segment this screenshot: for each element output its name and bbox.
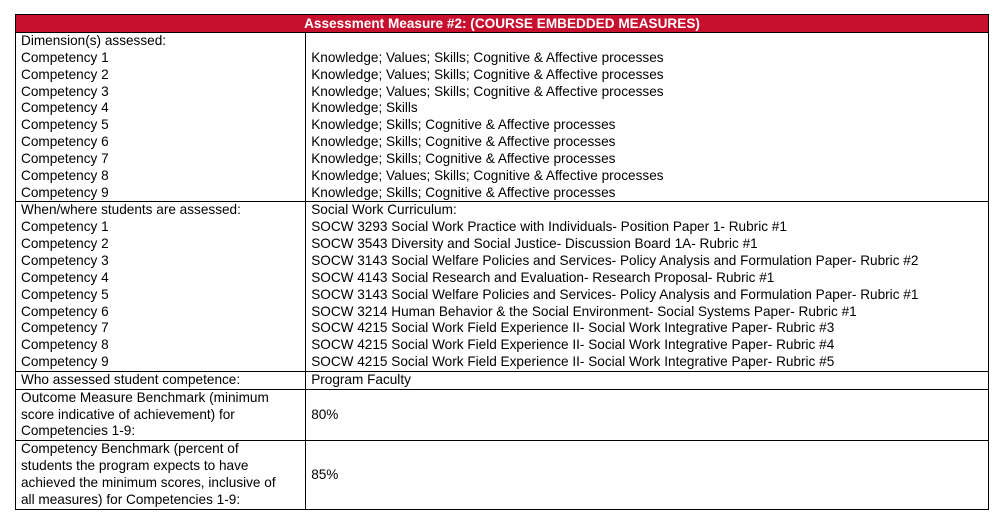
course-assignment: SOCW 4143 Social Research and Evaluation- Research Proposal- Rubric #1 (311, 269, 775, 285)
dimension-competency-label: Competency 1 (21, 49, 109, 65)
dimension-value: Knowledge; Values; Skills; Cognitive & Affective processes (311, 66, 664, 82)
dimension-value: Knowledge; Values; Skills; Cognitive & Affective processes (311, 83, 664, 99)
when-where-competency-label: Competency 4 (21, 269, 109, 285)
who-assessed-label-cell (16, 371, 306, 389)
competency-benchmark-label: Competency Benchmark (percent of (21, 441, 239, 457)
who-assessed-value: Program Faculty (311, 371, 411, 387)
table-header-row (16, 15, 989, 33)
when-where-label: When/where students are assessed: (21, 202, 241, 218)
course-assignment: SOCW 3543 Diversity and Social Justice- Discussion Board 1A- Rubric #1 (311, 236, 758, 252)
course-assignment: SOCW 4215 Social Work Field Experience II- Social Work Integrative Paper- Rubric #5 (311, 354, 835, 370)
assessment-measure-table (15, 14, 989, 510)
when-where-competency-label: Competency 9 (21, 354, 109, 370)
dimension-competency-label: Competency 3 (21, 83, 109, 99)
dimension-competency-label: Competency 9 (21, 184, 109, 200)
course-assignment: SOCW 3214 Human Behavior & the Social Environment- Social Systems Paper- Rubric #1 (311, 303, 857, 319)
when-where-competency-label: Competency 2 (21, 236, 109, 252)
who-assessed-value-cell (306, 371, 989, 389)
outcome-benchmark-label: Competencies 1-9: (21, 423, 136, 439)
outcome-benchmark-label-cell (16, 389, 306, 441)
when-where-competency-label: Competency 6 (21, 303, 109, 319)
dimension-competency-label: Competency 6 (21, 134, 109, 150)
dimensions-labels (16, 33, 306, 202)
when-where-competency-label: Competency 3 (21, 252, 109, 268)
outcome-benchmark-label: Outcome Measure Benchmark (minimum (21, 389, 269, 405)
curriculum-label: Social Work Curriculum: (311, 202, 457, 218)
when-where-competency-label: Competency 7 (21, 320, 109, 336)
competency-benchmark-label-cell (16, 441, 306, 509)
outcome-benchmark-value-cell (306, 389, 989, 441)
course-assignment: SOCW 3143 Social Welfare Policies and Services- Policy Analysis and Formulation Paper- Rubric #2 (311, 252, 919, 268)
dimension-value: Knowledge; Values; Skills; Cognitive & Affective processes (311, 167, 664, 183)
dimension-competency-label: Competency 8 (21, 167, 109, 183)
dimension-value: Knowledge; Values; Skills; Cognitive & Affective processes (311, 49, 664, 65)
assessment-table-container (15, 14, 989, 510)
outcome-benchmark-row (16, 389, 989, 441)
who-assessed-row (16, 371, 989, 389)
competency-benchmark-label: achieved the minimum scores, inclusive of (21, 474, 276, 490)
outcome-benchmark-value: 80% (311, 406, 339, 422)
competency-benchmark-row (16, 441, 989, 509)
when-where-competency-label: Competency 5 (21, 286, 109, 302)
dimension-value: Knowledge; Skills; Cognitive & Affective processes (311, 117, 616, 133)
when-where-values (306, 202, 989, 371)
when-where-competency-label: Competency 8 (21, 337, 109, 353)
course-assignment: SOCW 4215 Social Work Field Experience II- Social Work Integrative Paper- Rubric #4 (311, 337, 835, 353)
dimension-competency-label: Competency 5 (21, 117, 109, 133)
dimensions-spacer (311, 33, 988, 50)
dimension-value: Knowledge; Skills; Cognitive & Affective processes (311, 150, 616, 166)
who-assessed-label: Who assessed student competence: (21, 371, 241, 387)
course-assignment: SOCW 4215 Social Work Field Experience II- Social Work Integrative Paper- Rubric #3 (311, 320, 835, 336)
competency-benchmark-value: 85% (311, 466, 339, 482)
dimension-competency-label: Competency 4 (21, 100, 109, 116)
table-title: Assessment Measure #2: (COURSE EMBEDDED MEASURES) (16, 15, 989, 33)
when-where-labels (16, 202, 306, 371)
competency-benchmark-value-cell (306, 441, 989, 509)
when-where-section (16, 202, 989, 371)
dimension-value: Knowledge; Skills; Cognitive & Affective processes (311, 184, 616, 200)
competency-benchmark-label: students the program expects to have (21, 458, 249, 474)
dimensions-section (16, 33, 989, 202)
course-assignment: SOCW 3143 Social Welfare Policies and Services- Policy Analysis and Formulation Paper- Rubric #1 (311, 286, 919, 302)
dimension-competency-label: Competency 7 (21, 150, 109, 166)
competency-benchmark-label: all measures) for Competencies 1-9: (21, 491, 241, 507)
dimensions-label: Dimension(s) assessed: (21, 33, 167, 48)
course-assignment: SOCW 3293 Social Work Practice with Individuals- Position Paper 1- Rubric #1 (311, 219, 787, 235)
outcome-benchmark-label: score indicative of achievement) for (21, 406, 235, 422)
dimensions-values (306, 33, 989, 202)
dimension-competency-label: Competency 2 (21, 66, 109, 82)
when-where-competency-label: Competency 1 (21, 219, 109, 235)
dimension-value: Knowledge; Skills (311, 100, 418, 116)
dimension-value: Knowledge; Skills; Cognitive & Affective processes (311, 134, 616, 150)
